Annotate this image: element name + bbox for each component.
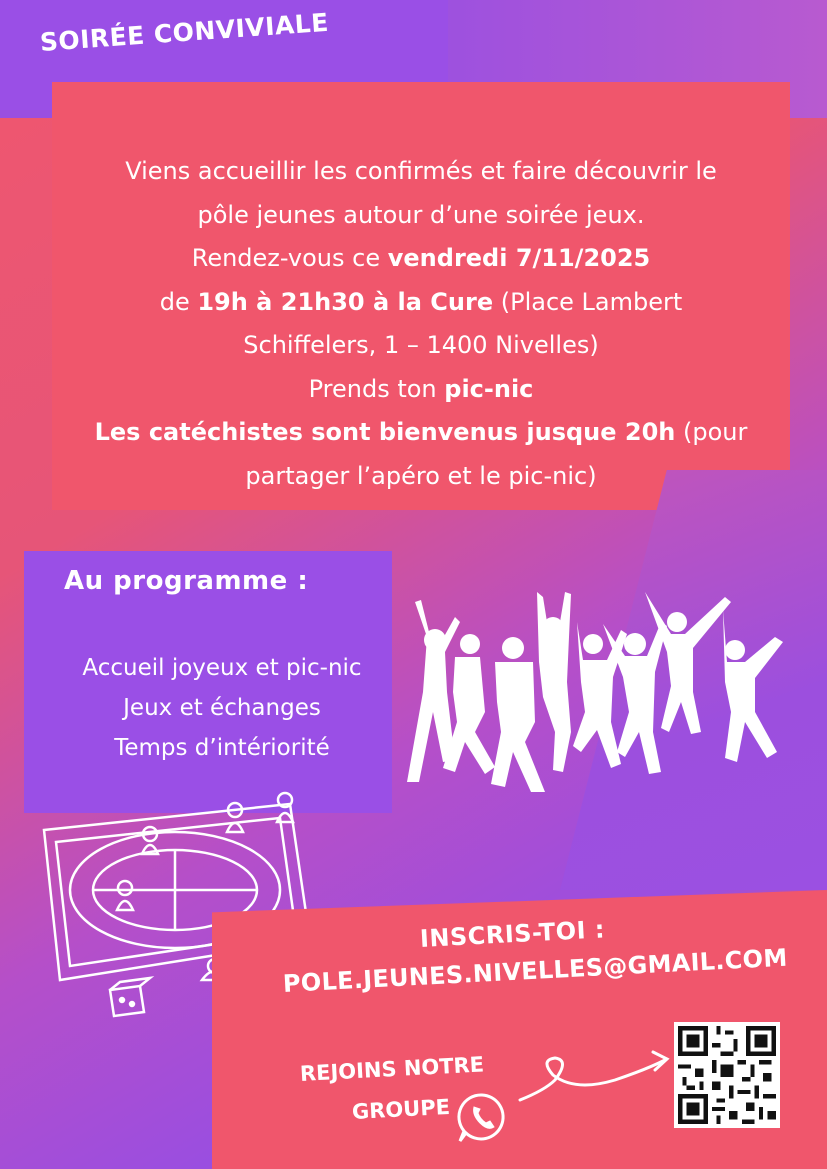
info-line-date: Rendez-vous ce vendredi 7/11/2025 bbox=[191, 244, 651, 272]
program-title: Au programme : bbox=[64, 566, 309, 596]
dice-icon bbox=[110, 978, 150, 1016]
group-label-line1: REJOINS NOTRE bbox=[299, 1052, 485, 1086]
jumping-people-silhouette bbox=[385, 582, 785, 792]
group-label-line2: GROUPE bbox=[351, 1094, 451, 1124]
program-item: Temps d’intériorité bbox=[114, 735, 330, 761]
info-line-catechists: Les catéchistes sont bienvenus jusque 20h (pour bbox=[94, 418, 748, 446]
info-line: partager l’apéro et le pic-nic) bbox=[245, 461, 597, 490]
info-line-time: de 19h à 21h30 à la Cure (Place Lambert bbox=[159, 287, 683, 316]
silhouette-person bbox=[723, 610, 783, 762]
page-title: SOIRÉE CONVIVIALE bbox=[38, 7, 330, 57]
program-item: Jeux et échanges bbox=[123, 695, 321, 721]
signup-email-link[interactable]: POLE.JEUNES.NIVELLES@GMAIL.COM bbox=[282, 943, 789, 998]
silhouette-person bbox=[645, 592, 731, 734]
silhouette-person bbox=[443, 634, 495, 774]
silhouette-person bbox=[491, 637, 545, 792]
program-item: Accueil joyeux et pic-nic bbox=[82, 655, 362, 681]
curly-arrow-icon bbox=[515, 1030, 675, 1110]
silhouette-person bbox=[537, 592, 571, 772]
info-text bbox=[52, 150, 790, 498]
info-line: pôle jeunes autour d’une soirée jeux. bbox=[197, 200, 645, 229]
qr-code[interactable] bbox=[674, 1022, 780, 1128]
info-line-picnic: Prends ton pic-nic bbox=[308, 374, 534, 403]
signup-label: INSCRIS-TOI : bbox=[419, 915, 606, 953]
info-line: Viens accueillir les confirmés et faire découvrir le bbox=[125, 157, 717, 185]
program-list bbox=[24, 648, 420, 768]
info-line-address: Schiffelers, 1 – 1400 Nivelles) bbox=[243, 331, 599, 359]
whatsapp-icon[interactable] bbox=[452, 1087, 512, 1147]
